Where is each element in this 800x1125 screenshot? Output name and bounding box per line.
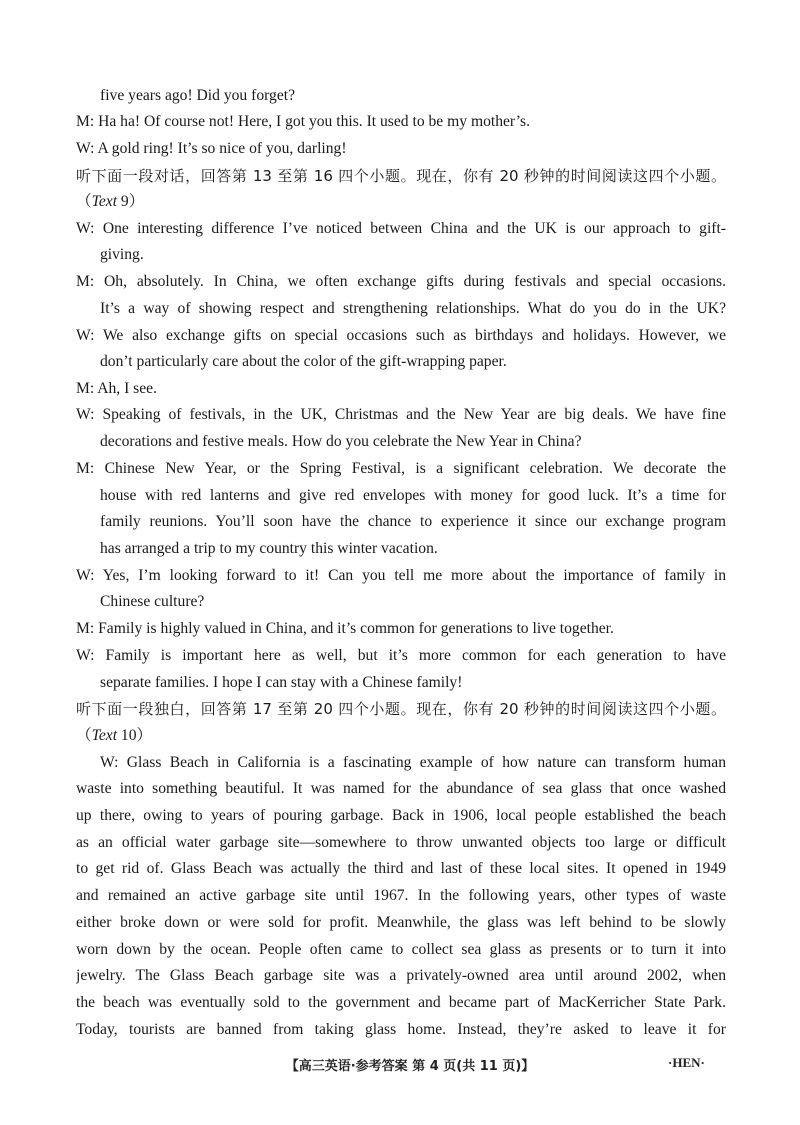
text-line: house with red lanterns and give red envelopes with money for good luck. It’s a time for bbox=[100, 487, 726, 504]
text-line: five years ago! Did you forget? bbox=[100, 87, 295, 104]
text-line: M: Family is highly valued in China, and it’s common for generations to live together. bbox=[76, 620, 614, 637]
text-line: giving. bbox=[100, 246, 144, 263]
text-line: jewelry. The Glass Beach garbage site was a privately-owned area until around 2002, when bbox=[76, 967, 726, 984]
text-line: W: One interesting difference I’ve noticed between China and the UK is our approach to gift- bbox=[76, 220, 726, 237]
text-line: to get rid of. Glass Beach was actually the third and last of these local sites. It opened in 1949 bbox=[76, 860, 726, 877]
section-label: （Text 9） bbox=[76, 193, 145, 210]
section-label: （Text 10） bbox=[76, 727, 153, 744]
text-line: W: Speaking of festivals, in the UK, Christmas and the New Year are big deals. We have fine bbox=[76, 406, 726, 423]
text-line: Today, tourists are banned from taking glass home. Instead, they’re asked to leave it for bbox=[76, 1021, 726, 1038]
text-line: up there, owing to years of pouring garbage. Back in 1906, local people established the beach bbox=[76, 807, 726, 824]
page-footer: 【高三英语·参考答案 第 4 页(共 11 页)】 bbox=[285, 1059, 535, 1074]
text-line: don’t particularly care about the color of the gift-wrapping paper. bbox=[100, 353, 507, 370]
text-line: family reunions. You’ll soon have the chance to experience it since our exchange program bbox=[100, 513, 726, 530]
text-line: the beach was eventually sold to the government and became part of MacKerricher State Park. bbox=[76, 994, 726, 1011]
text-line: separate families. I hope I can stay with a Chinese family! bbox=[100, 674, 463, 691]
text-line: waste into something beautiful. It was named for the abundance of sea glass that once washed bbox=[76, 780, 726, 797]
footer-code: ·HEN· bbox=[668, 1055, 705, 1070]
text-line: W: A gold ring! It’s so nice of you, darling! bbox=[76, 140, 347, 157]
text-line: M: Chinese New Year, or the Spring Festival, is a significant celebration. We decorate the bbox=[76, 460, 726, 477]
text-line: decorations and festive meals. How do you celebrate the New Year in China? bbox=[100, 433, 582, 450]
text-line: W: Yes, I’m looking forward to it! Can you tell me more about the importance of family in bbox=[76, 567, 726, 584]
text-line: W: We also exchange gifts on special occasions such as birthdays and holidays. However, we bbox=[76, 327, 726, 344]
text-line: M: Ha ha! Of course not! Here, I got you this. It used to be my mother’s. bbox=[76, 113, 531, 130]
text-line: W: Family is important here as well, but it’s more common for each generation to have bbox=[76, 647, 726, 664]
text-line: It’s a way of showing respect and strengthening relationships. What do you do in the UK? bbox=[100, 300, 726, 317]
text-line: has arranged a trip to my country this winter vacation. bbox=[100, 540, 438, 557]
text-line: M: Oh, absolutely. In China, we often exchange gifts during festivals and special occasions. bbox=[76, 273, 726, 290]
section-instruction: 听下面一段对话，回答第 13 至第 16 四个小题。现在，你有 20 秒钟的时间阅读这四个小题。 bbox=[76, 167, 726, 185]
text-line: worn down by the ocean. People often came to collect sea glass as presents or to turn it into bbox=[76, 941, 726, 958]
text-line: either broke down or were sold for profit. Meanwhile, the glass was left behind to be slowly bbox=[76, 914, 726, 931]
section-instruction: 听下面一段独白，回答第 17 至第 20 四个小题。现在，你有 20 秒钟的时间阅读这四个小题。 bbox=[76, 700, 726, 718]
text-line: W: Glass Beach in California is a fascinating example of how nature can transform human bbox=[100, 754, 726, 771]
text-line: M: Ah, I see. bbox=[76, 380, 157, 397]
text-line: as an official water garbage site—somewhere to throw unwanted objects too large or difficult bbox=[76, 834, 726, 851]
text-line: Chinese culture? bbox=[100, 593, 205, 610]
text-line: and remained an active garbage site until 1967. In the following years, other types of waste bbox=[76, 887, 726, 904]
